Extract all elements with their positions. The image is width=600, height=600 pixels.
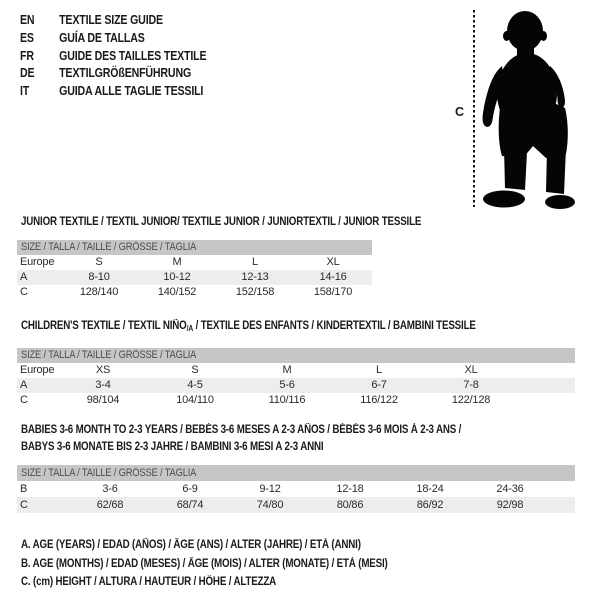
col-header-size: S bbox=[95, 256, 103, 268]
legend-line-a bbox=[21, 536, 452, 555]
table-cell: 9-12 bbox=[259, 483, 281, 495]
table-cell: 4-5 bbox=[149, 378, 241, 393]
table-cell: 86/92 bbox=[390, 497, 470, 513]
spacer-cell bbox=[550, 481, 575, 497]
table-cell: 6-7 bbox=[333, 378, 425, 393]
spacer-cell bbox=[550, 497, 575, 513]
size-header-bar-text: SIZE / TALLA / TAILLE / GRÖSSE / TAGLIA bbox=[21, 349, 197, 361]
language-code: DE bbox=[20, 66, 35, 81]
table-cell: 152/158 bbox=[235, 286, 275, 298]
table-cell: 3-4 bbox=[57, 378, 149, 393]
section-title-children bbox=[21, 320, 556, 333]
language-code: IT bbox=[20, 84, 30, 99]
row-label: A bbox=[17, 270, 60, 285]
table-cell: 74/80 bbox=[230, 497, 310, 513]
table-cell: 8-10 bbox=[60, 270, 138, 285]
legend-line-b-text: B. AGE (MONTHS) / EDAD (MESES) / ÂGE (MOIS) / ALTER (MONATE) / ETÀ (MESI) bbox=[21, 557, 388, 570]
spacer-cell bbox=[517, 393, 575, 408]
section-title-babies-line2: BABYS 3-6 MONATE BIS 2-3 JAHRE / BAMBINI 3-6 MESI A 2-3 ANNI bbox=[21, 441, 324, 453]
language-label: GUIDA ALLE TAGLIE TESSILI bbox=[59, 84, 204, 99]
children-size-table bbox=[17, 348, 575, 408]
height-measure-dashed-line bbox=[473, 10, 475, 207]
baby-foot-right bbox=[545, 195, 575, 209]
size-header-bar-text: SIZE / TALLA / TAILLE / GRÖSSE / TAGLIA bbox=[21, 467, 197, 479]
language-row bbox=[20, 65, 206, 83]
size-header-bar-row bbox=[17, 348, 575, 363]
title-part-sub: /A bbox=[186, 324, 194, 333]
table-cell: 92/98 bbox=[470, 497, 550, 513]
language-row bbox=[20, 30, 206, 48]
table-row-a bbox=[17, 378, 575, 393]
table-header-row bbox=[17, 255, 372, 270]
col-header-size: L bbox=[376, 364, 382, 376]
table-cell: 14-16 bbox=[294, 270, 372, 285]
size-header-bar-row bbox=[17, 465, 575, 481]
table-cell: 18-24 bbox=[416, 483, 444, 495]
babies-size-table bbox=[17, 465, 575, 513]
row-label: A bbox=[17, 378, 57, 393]
table-row-c bbox=[17, 497, 575, 513]
language-code: FR bbox=[20, 48, 34, 63]
legend-line-b bbox=[21, 555, 452, 574]
language-row bbox=[20, 48, 206, 66]
language-title-list bbox=[20, 12, 206, 101]
table-cell: 116/122 bbox=[360, 394, 398, 406]
size-header-bar bbox=[17, 240, 372, 255]
table-row-b bbox=[17, 481, 575, 497]
language-code: EN bbox=[20, 13, 35, 27]
table-cell: 24-36 bbox=[496, 483, 524, 495]
height-label-c: C bbox=[455, 105, 465, 119]
table-cell: 68/74 bbox=[150, 497, 230, 513]
row-label: C bbox=[17, 497, 70, 513]
table-header-row bbox=[17, 363, 575, 378]
row-label: C bbox=[20, 394, 28, 406]
legend-line-c-text: C. (cm) HEIGHT / ALTURA / HAUTEUR / HÖHE / ALTEZZA bbox=[21, 576, 277, 589]
baby-silhouette bbox=[478, 8, 578, 213]
table-cell: 104/110 bbox=[176, 394, 214, 406]
legend-line-c bbox=[21, 573, 452, 592]
language-code: ES bbox=[20, 30, 34, 45]
language-label: TEXTILE SIZE GUIDE bbox=[59, 13, 163, 27]
title-part-pre: CHILDREN'S TEXTILE / TEXTIL NIÑO bbox=[21, 320, 187, 332]
col-header-size: M bbox=[172, 256, 182, 268]
col-header-size: XL bbox=[326, 256, 340, 268]
language-row bbox=[20, 83, 206, 101]
table-cell: 128/140 bbox=[79, 286, 119, 298]
section-title-babies-line1: BABIES 3-6 MONTH TO 2-3 YEARS / BEBÉS 3-6 MESES A 2-3 AÑOS / BÉBÉS 3-6 MOIS À 2-3 ANS / bbox=[21, 424, 462, 436]
table-cell: 7-8 bbox=[425, 378, 517, 393]
section-title-junior bbox=[21, 216, 492, 228]
size-header-bar bbox=[17, 465, 575, 481]
table-cell: 62/68 bbox=[70, 497, 150, 513]
size-header-bar bbox=[17, 348, 575, 363]
baby-ear-left bbox=[503, 31, 510, 41]
row-label: B bbox=[20, 483, 28, 495]
table-cell: 12-18 bbox=[336, 483, 364, 495]
table-cell: 158/170 bbox=[313, 286, 353, 298]
language-row bbox=[20, 12, 206, 30]
title-part-post: / TEXTILE DES ENFANTS / KINDERTEXTIL / BAMBINI TESSILE bbox=[193, 320, 476, 332]
table-cell: 122/128 bbox=[451, 394, 491, 406]
section-title-children-text bbox=[21, 320, 476, 333]
baby-leg-left bbox=[504, 148, 527, 190]
table-row-c bbox=[17, 393, 575, 408]
baby-ear-right bbox=[540, 31, 547, 41]
col-header-size: L bbox=[252, 256, 258, 268]
legend-line-a-text: A. AGE (YEARS) / EDAD (AÑOS) / ÂGE (ANS) / ALTER (JAHRE) / ETÀ (ANNI) bbox=[21, 539, 361, 551]
junior-size-table bbox=[17, 240, 372, 300]
baby-silhouette-shapes bbox=[483, 11, 575, 209]
col-header-size: S bbox=[191, 364, 199, 376]
section-title-junior-text: JUNIOR TEXTILE / TEXTIL JUNIOR/ TEXTILE JUNIOR / JUNIORTEXTIL / JUNIOR TESSILE bbox=[21, 216, 422, 228]
size-header-bar-row bbox=[17, 240, 372, 255]
table-cell: 98/104 bbox=[86, 394, 120, 406]
table-cell: 10-12 bbox=[138, 270, 216, 285]
table-cell: 80/86 bbox=[310, 497, 390, 513]
spacer-cell bbox=[517, 378, 575, 393]
col-header-europe: Europe bbox=[20, 256, 55, 268]
baby-foot-left bbox=[483, 191, 525, 208]
table-row-c bbox=[17, 285, 372, 300]
table-row-a bbox=[17, 270, 372, 285]
col-header-europe: Europe bbox=[20, 364, 55, 376]
table-cell: 5-6 bbox=[241, 378, 333, 393]
col-header-size: XS bbox=[95, 364, 111, 376]
language-label: GUIDE DES TAILLES TEXTILE bbox=[59, 48, 207, 63]
table-cell: 3-6 bbox=[102, 483, 118, 495]
table-cell: 110/116 bbox=[268, 394, 306, 406]
size-header-bar-text: SIZE / TALLA / TAILLE / GRÖSSE / TAGLIA bbox=[21, 241, 197, 253]
measurement-legend bbox=[21, 536, 452, 592]
table-cell: 12-13 bbox=[216, 270, 294, 285]
col-header-size: M bbox=[282, 364, 292, 376]
language-label: GUÍA DE TALLAS bbox=[59, 30, 145, 45]
table-cell: 140/152 bbox=[157, 286, 197, 298]
table-cell: 6-9 bbox=[182, 483, 198, 495]
spacer-cell bbox=[517, 363, 575, 378]
row-label: C bbox=[20, 286, 28, 298]
section-title-babies bbox=[21, 422, 539, 456]
col-header-size: XL bbox=[464, 364, 478, 376]
language-label: TEXTILGRÖßENFÜHRUNG bbox=[59, 66, 192, 81]
baby-leg-right bbox=[546, 148, 566, 194]
